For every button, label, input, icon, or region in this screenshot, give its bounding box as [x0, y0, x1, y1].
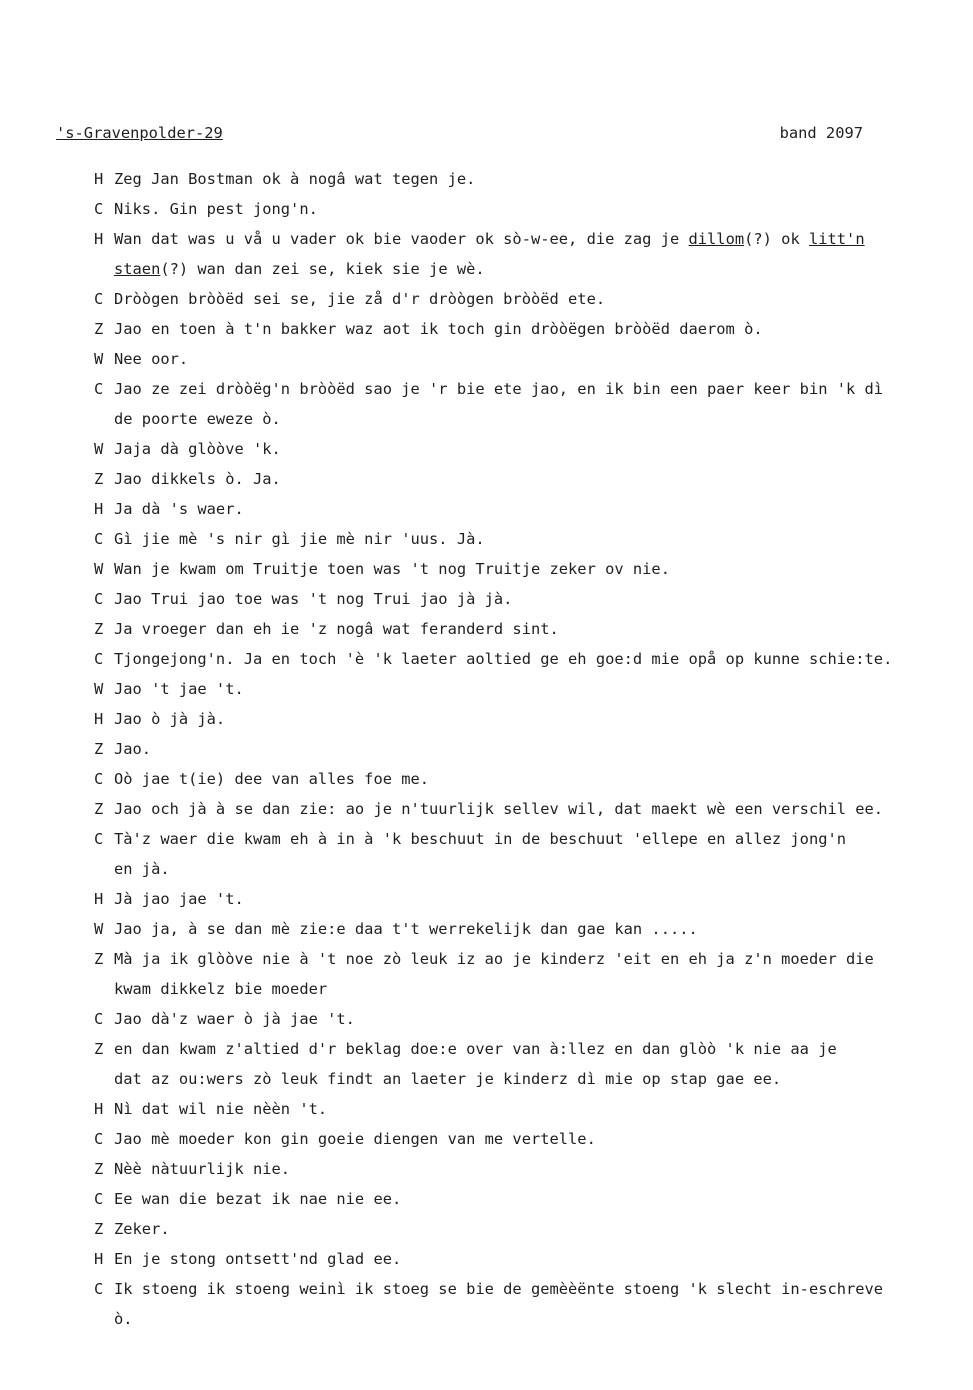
speaker-label: C [94, 830, 104, 848]
transcript-line [94, 284, 966, 314]
line-text: Ee wan die bezat ik nae nie ee. [114, 1190, 402, 1208]
transcript-line [94, 644, 966, 674]
line-text: Jao en toen à t'n bakker waz aot ik toch gin dròòëgen bròòëd daerom ò. [114, 320, 763, 338]
speaker-label: H [94, 500, 104, 518]
transcript-line [94, 824, 966, 854]
transcript-line [94, 1034, 966, 1064]
transcript-line [94, 1154, 966, 1184]
underlined-word: litt'n [808, 230, 865, 248]
underlined-word: dillom [688, 230, 745, 248]
speaker-label: Z [94, 620, 104, 638]
transcript-line [94, 794, 966, 824]
transcript-line [94, 1274, 966, 1304]
line-text: Jao ja, à se dan mè zie:e daa t't werrekelijk dan gae kan ..... [114, 920, 698, 938]
speaker-label: Z [94, 1160, 104, 1178]
transcript-line [94, 764, 966, 794]
transcript-line [94, 1094, 966, 1124]
transcript-line [94, 1184, 966, 1214]
speaker-label: C [94, 590, 104, 608]
speaker-label: Z [94, 470, 104, 488]
speaker-label: H [94, 890, 104, 908]
speaker-label: C [94, 290, 104, 308]
line-text: Jao ze zei dròòëg'n bròòëd sao je 'r bie ete jao, en ik bin een paer keer bin 'k dì [114, 380, 884, 398]
line-text: Mà ja ik glòòve nie à 't noe zò leuk iz ao je kinderz 'eit en eh ja z'n moeder die [114, 950, 874, 968]
speaker-label: Z [94, 1220, 104, 1238]
line-text: Jao mè moeder kon gin goeie diengen van me vertelle. [114, 1130, 596, 1148]
speaker-label: C [94, 650, 104, 668]
line-text: Dròògen bròòëd sei se, jie zå d'r dròògen bròòëd ete. [114, 290, 606, 308]
transcript-line [94, 554, 966, 584]
underlined-word: staen [114, 260, 161, 278]
line-text [114, 224, 966, 254]
speaker-label: C [94, 770, 104, 788]
line-text: Tjongejong'n. Ja en toch 'è 'k laeter aoltied ge eh goe:d mie opå op kunne schie:te. [114, 650, 893, 668]
speaker-label: H [94, 1250, 104, 1268]
line-continuation: ò. [114, 1310, 133, 1328]
transcript-line [94, 1244, 966, 1274]
line-text: Wan je kwam om Truitje toen was 't nog Truitje zeker ov nie. [114, 560, 670, 578]
transcript-line [94, 674, 966, 704]
line-text: Jao dikkels ò. Ja. [114, 470, 281, 488]
transcript-line [94, 344, 966, 374]
transcript-line [94, 614, 966, 644]
line-text: Nì dat wil nie nèèn 't. [114, 1100, 328, 1118]
transcript-line [94, 914, 966, 944]
line-text: Zeker. [114, 1220, 170, 1238]
speaker-label: W [94, 560, 104, 578]
transcript-line [94, 1124, 966, 1154]
line-text-part: (?) ok [744, 230, 809, 248]
speaker-label: C [94, 1010, 104, 1028]
line-text: Jaja dà glòòve 'k. [114, 440, 281, 458]
line-text: Oò jae t(ie) dee van alles foe me. [114, 770, 430, 788]
speaker-label: C [94, 200, 104, 218]
band-number: band 2097 [779, 124, 863, 142]
page-header [56, 124, 863, 148]
line-continuation: dat az ou:wers zò leuk findt an laeter je kinderz dì mie op stap gae ee. [114, 1070, 782, 1088]
line-text: Jà jao jae 't. [114, 890, 244, 908]
line-text: Ja vroeger dan eh ie 'z nogâ wat feranderd sint. [114, 620, 559, 638]
transcript-line [94, 374, 966, 404]
speaker-label: W [94, 350, 104, 368]
line-text: Jao ò jà jà. [114, 710, 226, 728]
transcript-line [94, 494, 966, 524]
line-text: Nèè nàtuurlijk nie. [114, 1160, 291, 1178]
speaker-label: C [94, 380, 104, 398]
speaker-label: C [94, 1130, 104, 1148]
line-text: Zeg Jan Bostman ok à nogâ wat tegen je. [114, 170, 476, 188]
transcript-line [94, 434, 966, 464]
line-text: Ja dà 's waer. [114, 500, 244, 518]
speaker-label: H [94, 710, 104, 728]
transcript-line [94, 224, 966, 254]
line-text: Ik stoeng ik stoeng weinì ik stoeg se bie de gemèèënte stoeng 'k slecht in-eschreve [114, 1280, 884, 1298]
transcript-line [94, 1004, 966, 1034]
transcript-line [94, 524, 966, 554]
line-text: Tà'z waer die kwam eh à in à 'k beschuut in de beschuut 'ellepe en allez jong'n [114, 830, 847, 848]
line-text: Jao dà'z waer ò jà jae 't. [114, 1010, 355, 1028]
line-text: Jao och jà à se dan zie: ao je n'tuurlijk sellev wil, dat maekt wè een verschil ee. [114, 800, 884, 818]
speaker-label: C [94, 1190, 104, 1208]
speaker-label: Z [94, 1040, 104, 1058]
line-text: Jao Trui jao toe was 't nog Trui jao jà jà. [114, 590, 513, 608]
speaker-label: Z [94, 320, 104, 338]
line-continuation: kwam dikkelz bie moeder [114, 980, 328, 998]
speaker-label: C [94, 530, 104, 548]
speaker-label: H [94, 1100, 104, 1118]
transcript-line [94, 464, 966, 494]
speaker-label: H [94, 170, 104, 188]
line-text-part: (?) wan dan zei se, kiek sie je wè. [160, 260, 485, 278]
line-continuation: de poorte eweze ò. [114, 410, 281, 428]
line-continuation [94, 254, 966, 284]
line-continuation: en jà. [114, 860, 170, 878]
speaker-label: C [94, 1280, 104, 1298]
speaker-label: W [94, 440, 104, 458]
speaker-label: W [94, 680, 104, 698]
line-text: Niks. Gin pest jong'n. [114, 200, 318, 218]
transcript-line [94, 944, 966, 974]
transcript-line [94, 584, 966, 614]
line-text: En je stong ontsett'nd glad ee. [114, 1250, 402, 1268]
transcript-line [94, 314, 966, 344]
line-text: Nee oor. [114, 350, 189, 368]
transcript-line [94, 194, 966, 224]
transcript-body [94, 164, 966, 1334]
line-text: Jao. [114, 740, 152, 758]
speaker-label: H [94, 230, 104, 248]
line-text: Gì jie mè 's nir gì jie mè nir 'uus. Jà. [114, 530, 485, 548]
transcript-line [94, 164, 966, 194]
line-text-part: Wan dat was u vå u vader ok bie vaoder ok sò-w-ee, die zag je [114, 230, 689, 248]
line-text: Jao 't jae 't. [114, 680, 244, 698]
speaker-label: W [94, 920, 104, 938]
transcript-line [94, 1214, 966, 1244]
transcript-line [94, 734, 966, 764]
speaker-label: Z [94, 740, 104, 758]
speaker-label: Z [94, 800, 104, 818]
speaker-label: Z [94, 950, 104, 968]
document-title: 's-Gravenpolder-29 [56, 124, 223, 142]
transcript-line [94, 884, 966, 914]
transcript-line [94, 704, 966, 734]
line-text: en dan kwam z'altied d'r beklag doe:e over van à:llez en dan glòò 'k nie aa je [114, 1040, 837, 1058]
